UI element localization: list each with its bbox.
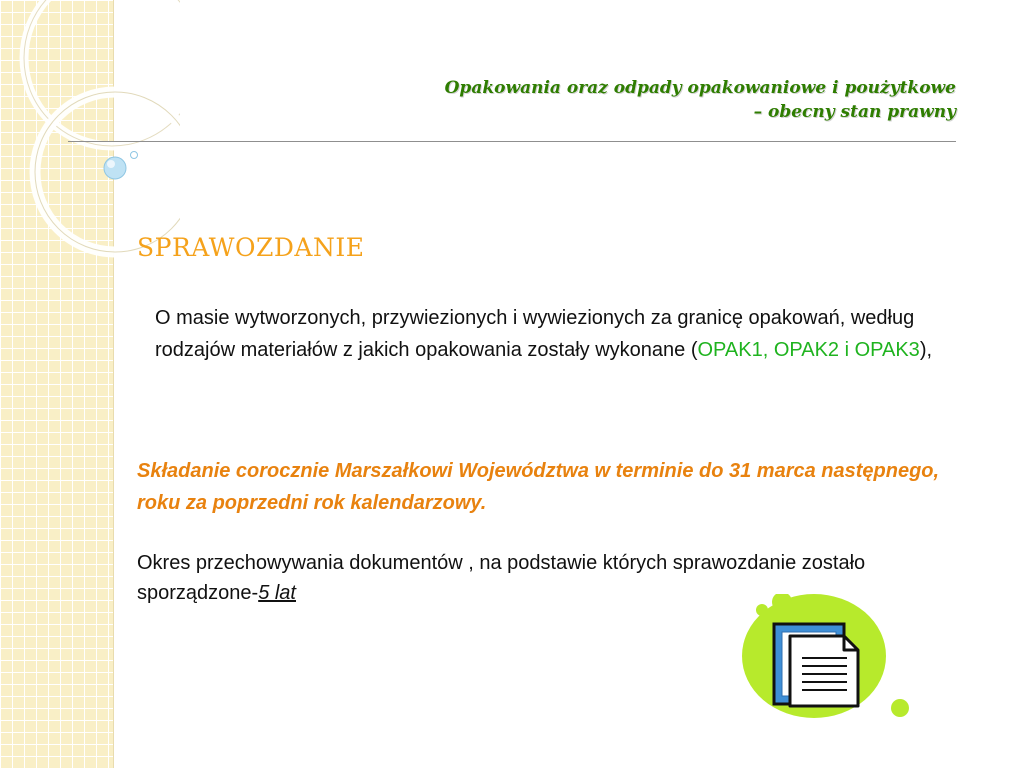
report-description: [155, 302, 995, 366]
title-divider: [68, 141, 956, 142]
report-description-suffix: ),: [919, 339, 933, 361]
documents-icon: [722, 594, 922, 724]
form-codes: OPAK1, OPAK2 i OPAK3: [697, 339, 920, 361]
slide-title-line1: Opakowania oraz odpady opakowaniowe i poużytkowe: [444, 78, 956, 98]
slide-title-line2: – obecny stan prawny: [753, 102, 956, 122]
report-description-text: O masie wytworzonych, przywiezionych i wywiezionych za granicę opakowań, według rodzajów materiałów z jakich opakowania zostały wykonane (: [155, 307, 915, 361]
retention-period-text: Okres przechowywania dokumentów , na podstawie których sprawozdanie zostało sporządzone-: [137, 552, 866, 604]
circles-decoration: [0, 0, 180, 260]
retention-years: 5 lat: [258, 582, 296, 604]
section-heading: SPRAWOZDANIE: [137, 233, 365, 262]
submission-deadline: Składanie corocznie Marszałkowi Województwa w terminie do 31 marca następnego, roku za poprzedni rok kalendarzowy.: [137, 460, 940, 514]
slide-title: [196, 76, 956, 124]
